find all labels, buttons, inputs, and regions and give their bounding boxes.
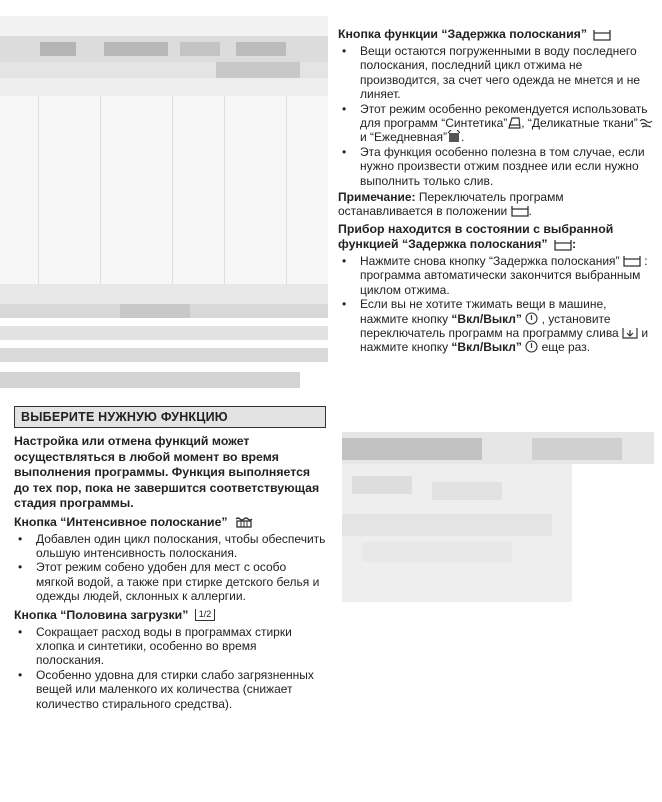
rinse-hold-icon xyxy=(623,255,641,267)
half-load-icon: 1/2 xyxy=(195,609,216,621)
rinse-hold-icon xyxy=(554,239,572,251)
half-load-list xyxy=(14,625,326,711)
intensive-rinse-heading xyxy=(14,515,326,530)
daily-icon xyxy=(447,130,461,143)
intensive-rinse-list xyxy=(14,532,326,604)
list-item: • Сокращает расход воды в программах стирки хлопка и синтетики, особенно во время полоскания. xyxy=(14,625,326,668)
synthetic-icon xyxy=(507,116,521,129)
rinse-hold-heading xyxy=(338,27,654,42)
list-item: • Этот режим собено удобен для мест с особо мягкой водой, а также при стирке детского белья и одежды людей, склонных к аллергии. xyxy=(14,560,326,603)
half-load-heading xyxy=(14,608,326,623)
left-column xyxy=(14,406,326,711)
note: Примечание: Переключатель программ останавливается в положении . xyxy=(338,190,564,219)
intensive-rinse-icon xyxy=(234,515,254,529)
list-item: • Если вы не хотите тжимать вещи в машине, нажмите кнопку “Вкл/Выкл” , установите переключатель программ на программу слива и нажмите кнопку “Вкл/Выкл” еще раз. xyxy=(338,297,654,355)
heading-text: Кнопка “Половина загрузки” xyxy=(14,607,189,622)
list-item: • Особенно удовна для стирки слабо загрязненных вещей или маленкого их количества (снижает количество стирального средства). xyxy=(14,668,326,711)
right-column xyxy=(338,24,654,355)
list-item: • Эта функция особенно полезна в том случае, если нужно произвести отжим позднее или если нужно выполнить только слив. xyxy=(338,145,654,188)
pixelated-block-right xyxy=(342,432,654,602)
state-heading: Прибор находится в состоянии с выбранной функцией “Задержка полоскания” : xyxy=(338,221,614,251)
rinse-hold-list xyxy=(338,44,654,188)
section-title: ВЫБЕРИТЕ НУЖНУЮ ФУНКЦИЮ xyxy=(14,406,326,428)
list-item: • Вещи остаются погруженными в воду последнего полоскания, последний цикл отжима не производится, за счет чего одежда не мнется и не линяет. xyxy=(338,44,654,102)
list-item: • Нажмите снова кнопку “Задержка полоскания” : программа автоматически закончится выбранным циклом отжима. xyxy=(338,254,654,297)
power-icon xyxy=(525,340,538,353)
power-icon xyxy=(525,312,538,325)
rinse-hold-icon xyxy=(511,205,529,217)
drain-icon xyxy=(622,327,638,339)
heading-text: Кнопка функции “Задержка полоскания” xyxy=(338,27,587,41)
delicate-icon xyxy=(638,117,654,129)
intro-text: Настройка или отмена функций может осуществляться в любой момент во время выполнения программы. Функция выполняется до тех пор, пока не завершится соответствующая стадия программы. xyxy=(14,434,320,510)
rinse-hold-icon xyxy=(593,29,611,41)
state-list xyxy=(338,254,654,355)
list-item: • Этот режим особенно рекомендуется использовать для программ “Синтетика” , “Деликатные ткани” и “Ежедневная” . xyxy=(338,102,654,145)
heading-text: Кнопка “Интенсивное полоскание” xyxy=(14,514,228,529)
list-item: • Добавлен один цикл полоскания, чтобы обеспечить ольшую интенсивность полоскания. xyxy=(14,532,326,561)
pixelated-table-top-left xyxy=(0,16,328,388)
